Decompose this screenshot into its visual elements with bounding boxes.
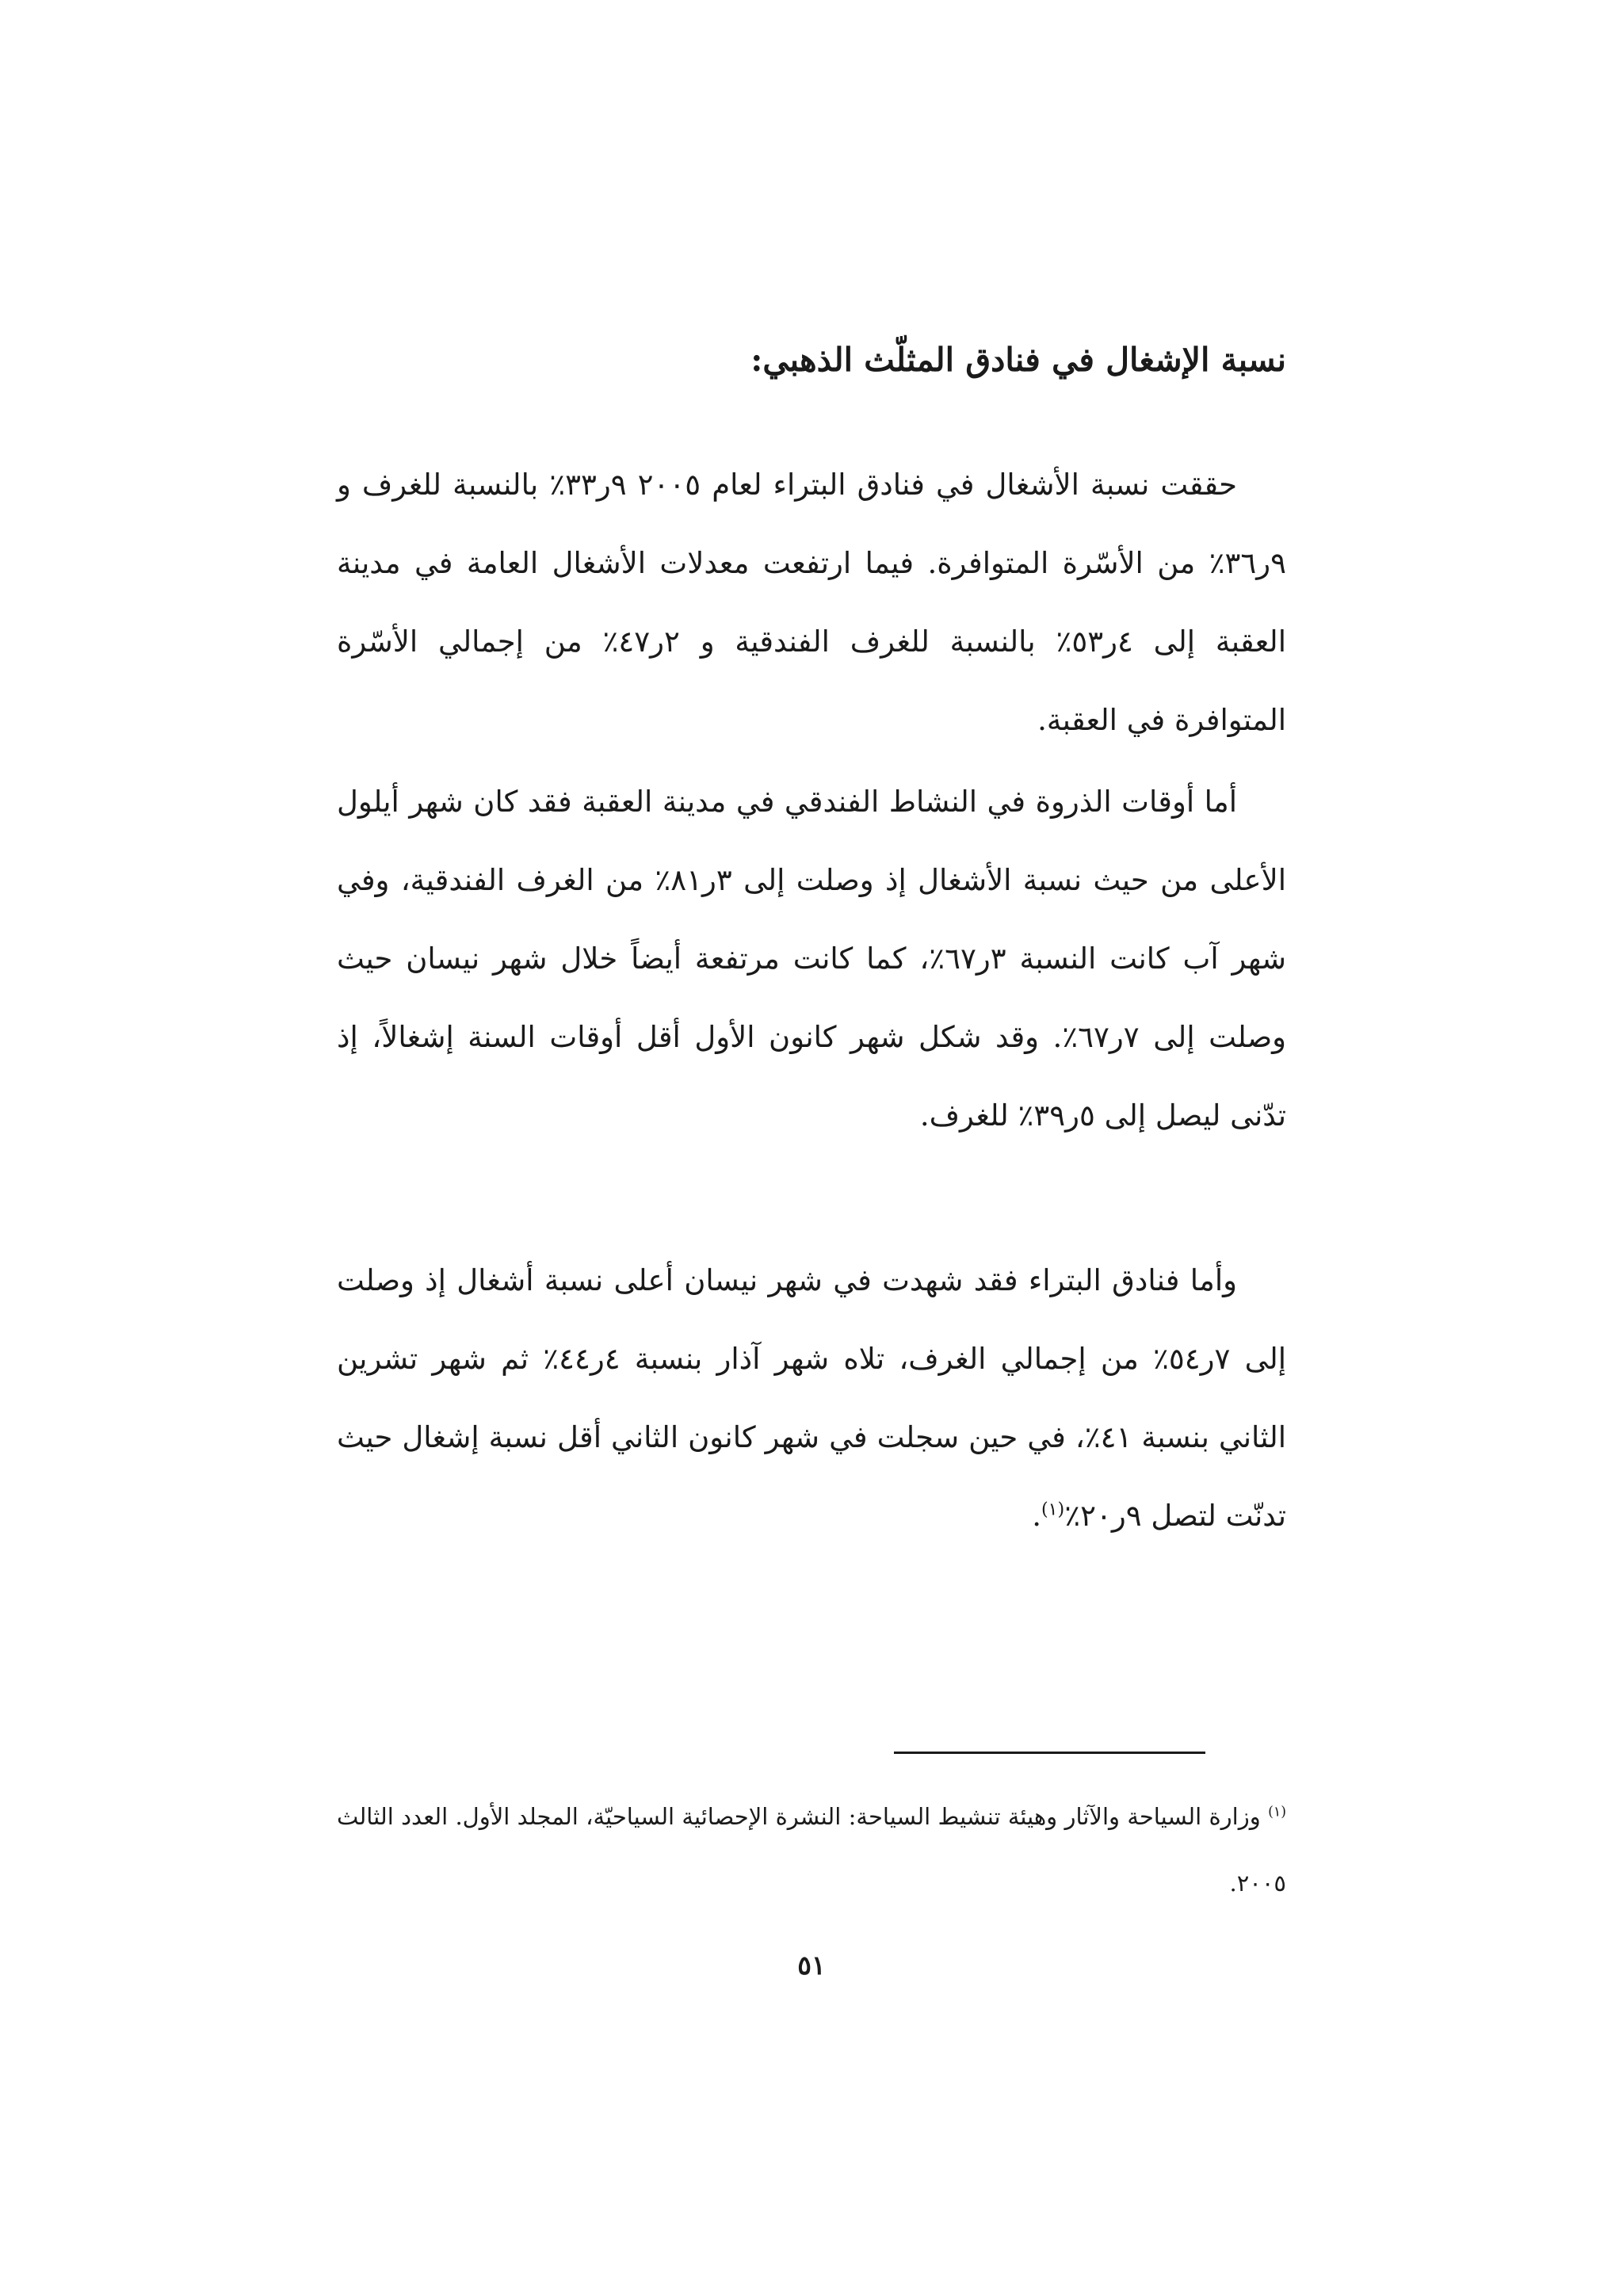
section-heading: نسبة الإشغال في فنادق المثلّث الذهبي: [750, 341, 1286, 379]
footnote-marker: (١) [1268, 1804, 1287, 1820]
page-number: ٥١ [797, 1950, 826, 1981]
paragraph-petra-monthly-occupancy [337, 1241, 1286, 1555]
paragraph-petra-aqaba-occupancy [337, 445, 1286, 759]
footnote [337, 1783, 1286, 1916]
paragraph-text: حققت نسبة الأشغال في فنادق البتراء لعام ٢٠٠٥ ٩ر٣٣٪ بالنسبة للغرف و ٩ر٣٦٪ من الأسّرة المتوافرة. فيما ارتفعت معدلات الأشغال العامة في مدينة العقبة إلى ٤ر٥٣٪ بالنسبة للغرف الفندقية و ٢ر٤٧٪ من إجمالي الأسّرة المتوافرة في العقبة. [337, 468, 1286, 737]
paragraph-text: أما أوقات الذروة في النشاط الفندقي في مدينة العقبة فقد كان شهر أيلول الأعلى من حيث نسبة الأشغال إذ وصلت إلى ٣ر٨١٪ من الغرف الفندقية، وفي شهر آب كانت النسبة ٣ر٦٧٪، كما كانت مرتفعة أيضاً خلال شهر نيسان حيث وصلت إلى ٧ر٦٧٪. وقد شكل شهر كانون الأول أقل أوقات السنة إشغالاً، إذ تدّنى ليصل إلى ٥ر٣٩٪ للغرف. [337, 785, 1286, 1133]
footnote-separator-line [894, 1752, 1205, 1754]
footnote-reference-marker: (١) [1041, 1499, 1065, 1520]
paragraph-text: وأما فنادق البتراء فقد شهدت في شهر نيسان أعلى نسبة أشغال إذ وصلت إلى ٧ر٥٤٪ من إجمالي الغرف، تلاه شهر آذار بنسبة ٤ر٤٤٪ ثم شهر تشرين الثاني بنسبة ٤١٪، في حين سجلت في شهر كانون الثاني أقل نسبة إشغال حيث تدنّت لتصل ٩ر٢٠٪ [337, 1263, 1287, 1533]
footnote-text: وزارة السياحة والآثار وهيئة تنشيط السياحة: النشرة الإحصائية السياحيّة، المجلد الأول. العدد الثالث ٢٠٠٥. [337, 1803, 1286, 1897]
paragraph-aqaba-peak-times [337, 762, 1286, 1155]
paragraph-end-punctuation: . [1032, 1499, 1041, 1533]
